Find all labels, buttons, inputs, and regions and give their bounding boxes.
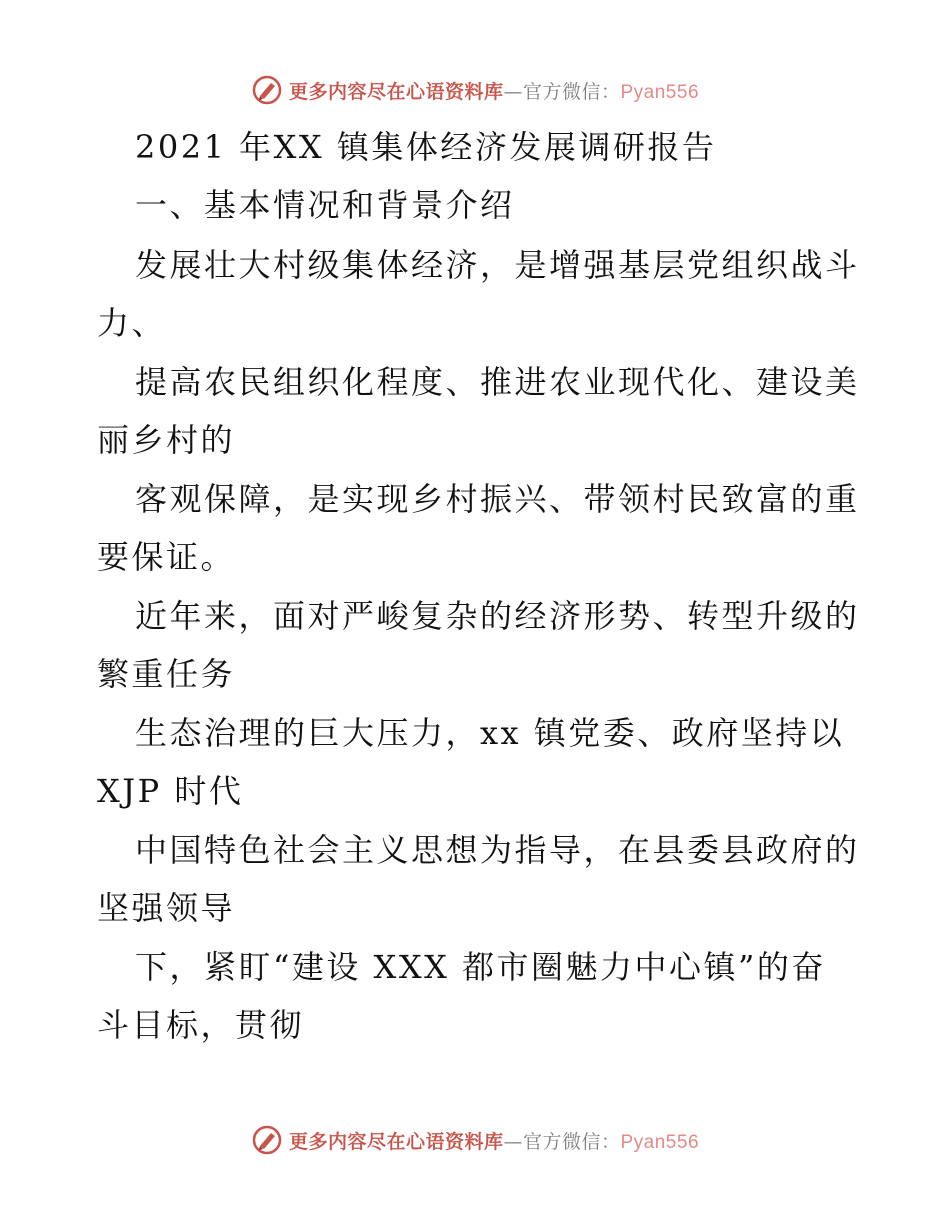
- paragraph-line: 要保证。: [97, 538, 236, 576]
- paragraph-line: 客观保障，是实现乡村振兴、带领村民致富的重: [135, 480, 860, 518]
- paragraph-line: 生态治理的巨大压力，xx 镇党委、政府坚持以: [135, 714, 845, 752]
- paragraph-line: 中国特色社会主义思想为指导，在县委县政府的: [135, 831, 860, 869]
- watermark-dash: —: [503, 80, 523, 103]
- paragraph-line: 提高农民组织化程度、推进农业现代化、建设美: [135, 363, 860, 401]
- paragraph-line: 下，紧盯“建设 XXX 都市圈魅力中心镇”的奋: [135, 948, 826, 986]
- watermark-wechat-label: 官方微信：: [522, 1130, 621, 1153]
- watermark-wechat-id: Pyan556: [620, 1131, 700, 1153]
- watermark-main: 更多内容尽在心语资料库: [288, 80, 504, 103]
- paragraph-line: 近年来，面对严峻复杂的经济形势、转型升级的: [135, 597, 860, 635]
- paragraph-line: 斗目标，贯彻: [97, 1006, 305, 1044]
- paragraph-line: 力、: [97, 304, 167, 342]
- paragraph-line: 坚强领导: [97, 889, 236, 927]
- pen-logo-icon: [251, 74, 283, 106]
- watermark-banner-bottom: [0, 1120, 950, 1160]
- paragraph-line: 繁重任务: [97, 655, 236, 693]
- doc-title: 2021 年XX 镇集体经济发展调研报告: [135, 128, 717, 166]
- watermark-text: [289, 1127, 699, 1154]
- watermark-banner-top: [0, 70, 950, 110]
- watermark-dash: —: [503, 1130, 523, 1153]
- paragraph-line: 发展壮大村级集体经济，是增强基层党组织战斗: [135, 246, 860, 284]
- watermark-main: 更多内容尽在心语资料库: [288, 1130, 504, 1153]
- watermark-wechat-label: 官方微信：: [522, 80, 621, 103]
- pen-logo-icon: [251, 1124, 283, 1156]
- watermark-text: [289, 77, 699, 104]
- paragraph-line: 丽乡村的: [97, 421, 236, 459]
- watermark-wechat-id: Pyan556: [620, 81, 700, 103]
- paragraph-line: XJP 时代: [97, 772, 244, 810]
- section-heading: 一、基本情况和背景介绍: [135, 186, 515, 224]
